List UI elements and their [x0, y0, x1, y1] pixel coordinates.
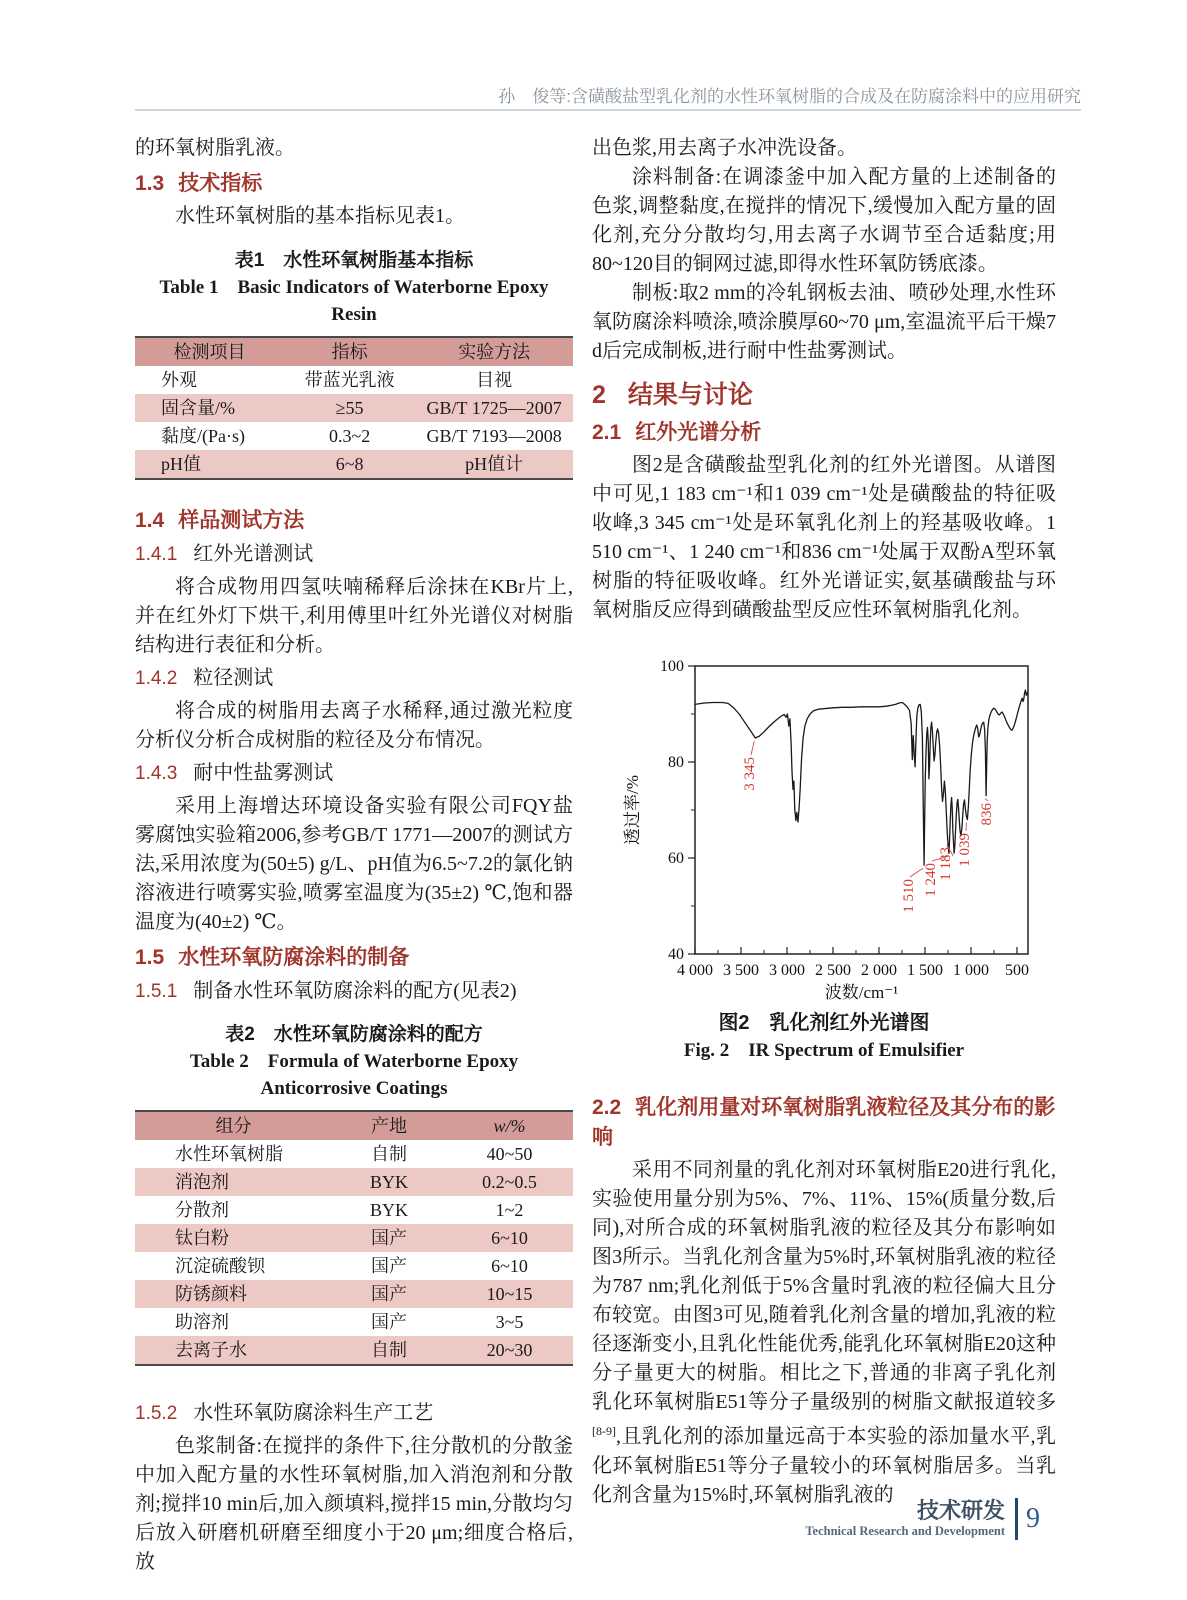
section-heading-1-3 [135, 169, 573, 199]
y-tick-label: 60 [668, 850, 684, 867]
table-basic-indicators [135, 336, 573, 480]
table-row [135, 366, 573, 394]
subsection-number: 1.5.2 [135, 1403, 178, 1424]
table-cell: 6~10 [491, 1228, 528, 1248]
section-heading-2-2 [592, 1093, 1056, 1153]
peak-label: 3 345 [742, 757, 758, 791]
table-cell: 20~30 [486, 1340, 533, 1360]
table-cell: 分散剂 [175, 1200, 229, 1220]
table-cell: BYK [370, 1172, 409, 1192]
footer-section-en: Technical Research and Development [805, 1524, 1005, 1538]
table-row [135, 450, 573, 478]
citation-ref: [8-9] [592, 1424, 616, 1438]
table-row [135, 1280, 573, 1308]
table-cell: 1~2 [495, 1200, 524, 1220]
paragraph-continuation: 的环氧树脂乳液。 [135, 137, 295, 159]
table-cell: pH值 [161, 454, 201, 474]
section-title: 结果与讨论 [627, 381, 753, 409]
subsection-heading-1-5-2 [135, 1398, 573, 1429]
x-tick-label: 1 000 [952, 962, 989, 979]
table-row [135, 422, 573, 450]
subsection-number: 1.4.2 [135, 668, 178, 689]
figure2-caption-en: Fig. 2 IR Spectrum of Emulsifier [683, 1040, 965, 1061]
section-title: 乳化剂用量对环氧树脂乳液粒径及其分布的影响 [592, 1096, 1056, 1149]
table-cell: 去离子水 [175, 1340, 247, 1360]
table-cell: 自制 [371, 1144, 408, 1164]
table-cell: 防锈颜料 [175, 1284, 247, 1304]
subsection-number: 1.5.1 [135, 981, 178, 1002]
paragraph: 色浆制备:在搅拌的条件下,往分散机的分散釜中加入配方量的水性环氧树脂,加入消泡剂和分散剂;搅拌10 min后,加入颜填料,搅拌15 min,分散均匀后放入研磨机研磨至细度小于20 μm;细度合格后,放 [135, 1435, 573, 1573]
table-cell: ≥55 [335, 398, 364, 418]
x-tick-label: 1 500 [906, 962, 943, 979]
section-heading-1-4 [135, 506, 573, 536]
subsection-heading-1-5-1 [135, 976, 573, 1007]
table-cell: 0.2~0.5 [482, 1172, 537, 1192]
footer-divider [1015, 1498, 1018, 1540]
footer-section-cn: 技术研发 [916, 1498, 1005, 1523]
peak-label: 1 240 [923, 863, 939, 897]
peak-label: 1 039 [957, 833, 973, 867]
peak-label: 836 [979, 803, 995, 826]
table-cell: GB/T 7193—2008 [426, 426, 562, 446]
x-tick-label: 500 [1004, 962, 1029, 979]
table-header-cell: 检测项目 [173, 342, 246, 362]
table-header-cell: 指标 [331, 342, 368, 362]
section-number: 2.2 [592, 1096, 622, 1119]
table-row [135, 1196, 573, 1224]
subsection-number: 1.4.3 [135, 763, 178, 784]
table1-caption-cn: 表1 水性环氧树脂基本指标 [234, 250, 474, 271]
table-cell: 黏度/(Pa·s) [161, 426, 245, 446]
section-title: 样品测试方法 [178, 509, 305, 532]
section-heading-2-1 [592, 418, 1056, 448]
table-cell: 沉淀硫酸钡 [175, 1256, 265, 1276]
figure2-caption [592, 1009, 1056, 1065]
x-tick-label: 4 000 [677, 962, 713, 979]
table1-caption-en: Table 1 Basic Indicators of Waterborne Epoxy Resin [159, 277, 549, 325]
paragraph-continuation: 出色浆,用去离子水冲洗设备。 [592, 137, 857, 159]
peak-label: 1 510 [901, 879, 917, 913]
running-header: 孙 俊等:含磺酸盐型乳化剂的水性环氧树脂的合成及在防腐涂料中的应用研究 [498, 87, 1081, 106]
table-cell: 助溶剂 [175, 1312, 229, 1332]
table-header-cell: 产地 [371, 1116, 408, 1136]
table-cell: 国产 [371, 1228, 408, 1248]
x-tick-label: 3 000 [768, 962, 805, 979]
table-cell: 消泡剂 [175, 1172, 229, 1192]
table-cell: 6~10 [491, 1256, 528, 1276]
peak-label: 1 183 [938, 847, 954, 881]
page-number: 9 [1026, 1503, 1040, 1534]
y-tick-label: 100 [660, 658, 684, 675]
table-row [135, 1140, 573, 1168]
y-tick-label: 80 [668, 754, 684, 771]
table-row [135, 1168, 573, 1196]
subsection-heading-1-4-3 [135, 758, 573, 789]
table-row [135, 1224, 573, 1252]
table-cell: 目视 [476, 370, 513, 390]
table-header-cell: 实验方法 [458, 342, 531, 362]
table-cell: 水性环氧树脂 [175, 1144, 283, 1164]
paragraph-text: 采用不同剂量的乳化剂对环氧树脂E20进行乳化,实验使用量分别为5%、7%、11%、15%(质量分数,后同),对所合成的环氧树脂乳液的粒径及其分布影响如图3所示。当乳化剂含量为5%时,环氧树脂乳液的粒径为787 nm;乳化剂低于5%含量时乳液的粒径偏大且分布较宽。由图3可见,随着乳化剂含量的增加,乳液的粒径逐渐变小,且乳化性能优秀,能乳化环氧树脂E20这种分子量更大的树脂。相比之下,普通的非离子乳化剂乳化环氧树脂E51等分子量级别的树脂文献报道较多 [592, 1159, 1056, 1413]
table-row [135, 1252, 573, 1280]
table-header-cell: 组分 [215, 1116, 252, 1136]
table-header-row [135, 1112, 573, 1140]
table-cell: 6~8 [335, 454, 364, 474]
table-cell: 40~50 [486, 1144, 533, 1164]
paragraph: 将合成物用四氢呋喃稀释后涂抹在KBr片上,并在红外灯下烘干,利用傅里叶红外光谱仪对树脂结构进行表征和分析。 [135, 576, 573, 656]
x-tick-label: 2 500 [814, 962, 851, 979]
section-number: 1.5 [135, 946, 165, 969]
table-cell: 外观 [161, 370, 197, 390]
page-footer [805, 1498, 1040, 1540]
subsection-title: 粒径测试 [193, 667, 274, 689]
table-cell: 国产 [371, 1256, 408, 1276]
section-heading-2 [592, 378, 1056, 412]
table-cell: 3~5 [495, 1312, 524, 1332]
x-axis-label: 波数/cm⁻¹ [824, 983, 899, 1002]
table-cell: 国产 [371, 1284, 408, 1304]
paragraph: 涂料制备:在调漆釜中加入配方量的上述制备的色浆,调整黏度,在搅拌的情况下,缓慢加入配方量的固化剂,充分分散均匀,用去离子水调节至合适黏度;用80~120目的铜网过滤,即得水性环氧防锈底漆。 [592, 166, 1056, 275]
paragraph [592, 1156, 1056, 1510]
right-column [592, 134, 1056, 1510]
paragraph-text: ,且乳化剂的添加量远高于本实验的添加量水平,乳化环氧树脂E51等分子量较小的环氧树脂居多。当乳化剂含量为15%时,环氧树脂乳液的 [592, 1425, 1056, 1506]
x-tick-label: 3 500 [722, 962, 759, 979]
section-title: 红外光谱分析 [635, 421, 762, 444]
ir-spectrum-chart [592, 649, 1056, 1007]
subsection-number: 1.4.1 [135, 544, 178, 565]
header-rule [135, 109, 1081, 111]
table-coating-formula [135, 1110, 573, 1366]
subsection-title: 耐中性盐雾测试 [193, 762, 334, 784]
section-number: 2.1 [592, 421, 622, 444]
y-axis-label: 透过率/% [623, 775, 642, 845]
table-cell: 固含量/% [161, 398, 235, 418]
subsection-title: 红外光谱测试 [193, 543, 314, 565]
subsection-title: 制备水性环氧防腐涂料的配方(见表2) [193, 980, 517, 1002]
table-cell: 钛白粉 [175, 1228, 229, 1248]
x-tick-label: 2 000 [860, 962, 897, 979]
table-cell: 国产 [371, 1312, 408, 1332]
left-column [135, 134, 573, 1577]
y-tick-label: 40 [668, 946, 684, 963]
section-number: 1.4 [135, 509, 165, 532]
section-heading-1-5 [135, 943, 573, 973]
paragraph: 图2是含磺酸盐型乳化剂的红外光谱图。从谱图中可见,1 183 cm⁻¹和1 039 cm⁻¹处是磺酸盐的特征吸收峰,3 345 cm⁻¹处是环氧乳化剂上的羟基吸收峰。1 510 cm⁻¹、1 240 cm⁻¹和836 cm⁻¹处属于双酚A型环氧树脂的特征吸收峰。红外光谱证实,氨基磺酸盐与环氧树脂反应得到磺酸盐型反应性环氧树脂乳化剂。 [592, 454, 1056, 621]
footer-section [805, 1499, 1005, 1539]
table-header-cell: w/% [493, 1116, 526, 1136]
subsection-heading-1-4-2 [135, 663, 573, 694]
figure-2 [592, 649, 1056, 1065]
section-title: 技术指标 [178, 172, 263, 195]
section-number: 2 [592, 381, 606, 409]
paragraph: 制板:取2 mm的冷轧钢板去油、喷砂处理,水性环氧防腐涂料喷涂,喷涂膜厚60~70 μm,室温流平后干燥7 d后完成制板,进行耐中性盐雾测试。 [592, 282, 1056, 362]
table-row [135, 1336, 573, 1364]
paragraph: 采用上海增达环境设备实验有限公司FQY盐雾腐蚀实验箱2006,参考GB/T 1771—2007的测试方法,采用浓度为(50±5) g/L、pH值为6.5~7.2的氯化钠溶液进行喷雾实验,喷雾室温度为(35±2) ℃,饱和器温度为(40±2) ℃。 [135, 795, 573, 933]
table1-caption [135, 247, 573, 328]
paragraph: 水性环氧树脂的基本指标见表1。 [175, 205, 465, 227]
table2-caption-en: Table 2 Formula of Waterborne Epoxy Anticorrosive Coatings [189, 1051, 519, 1099]
section-title: 水性环氧防腐涂料的制备 [178, 946, 410, 969]
table-row [135, 1308, 573, 1336]
figure2-caption-cn: 图2 乳化剂红外光谱图 [718, 1012, 930, 1034]
table-cell: 自制 [371, 1340, 408, 1360]
table2-caption [135, 1021, 573, 1102]
table-cell: pH值计 [465, 454, 524, 474]
subsection-title: 水性环氧防腐涂料生产工艺 [193, 1402, 434, 1424]
table-cell: 0.3~2 [328, 426, 371, 446]
table-row [135, 394, 573, 422]
section-number: 1.3 [135, 172, 165, 195]
table-cell: 10~15 [486, 1284, 533, 1304]
table-header-row [135, 338, 573, 366]
table-cell: BYK [370, 1200, 409, 1220]
table2-caption-cn: 表2 水性环氧防腐涂料的配方 [225, 1024, 483, 1045]
paragraph: 将合成的树脂用去离子水稀释,通过激光粒度分析仪分析合成树脂的粒径及分布情况。 [135, 700, 573, 751]
table-cell: GB/T 1725—2007 [426, 398, 562, 418]
subsection-heading-1-4-1 [135, 539, 573, 570]
table-cell: 带蓝光乳液 [304, 370, 395, 390]
